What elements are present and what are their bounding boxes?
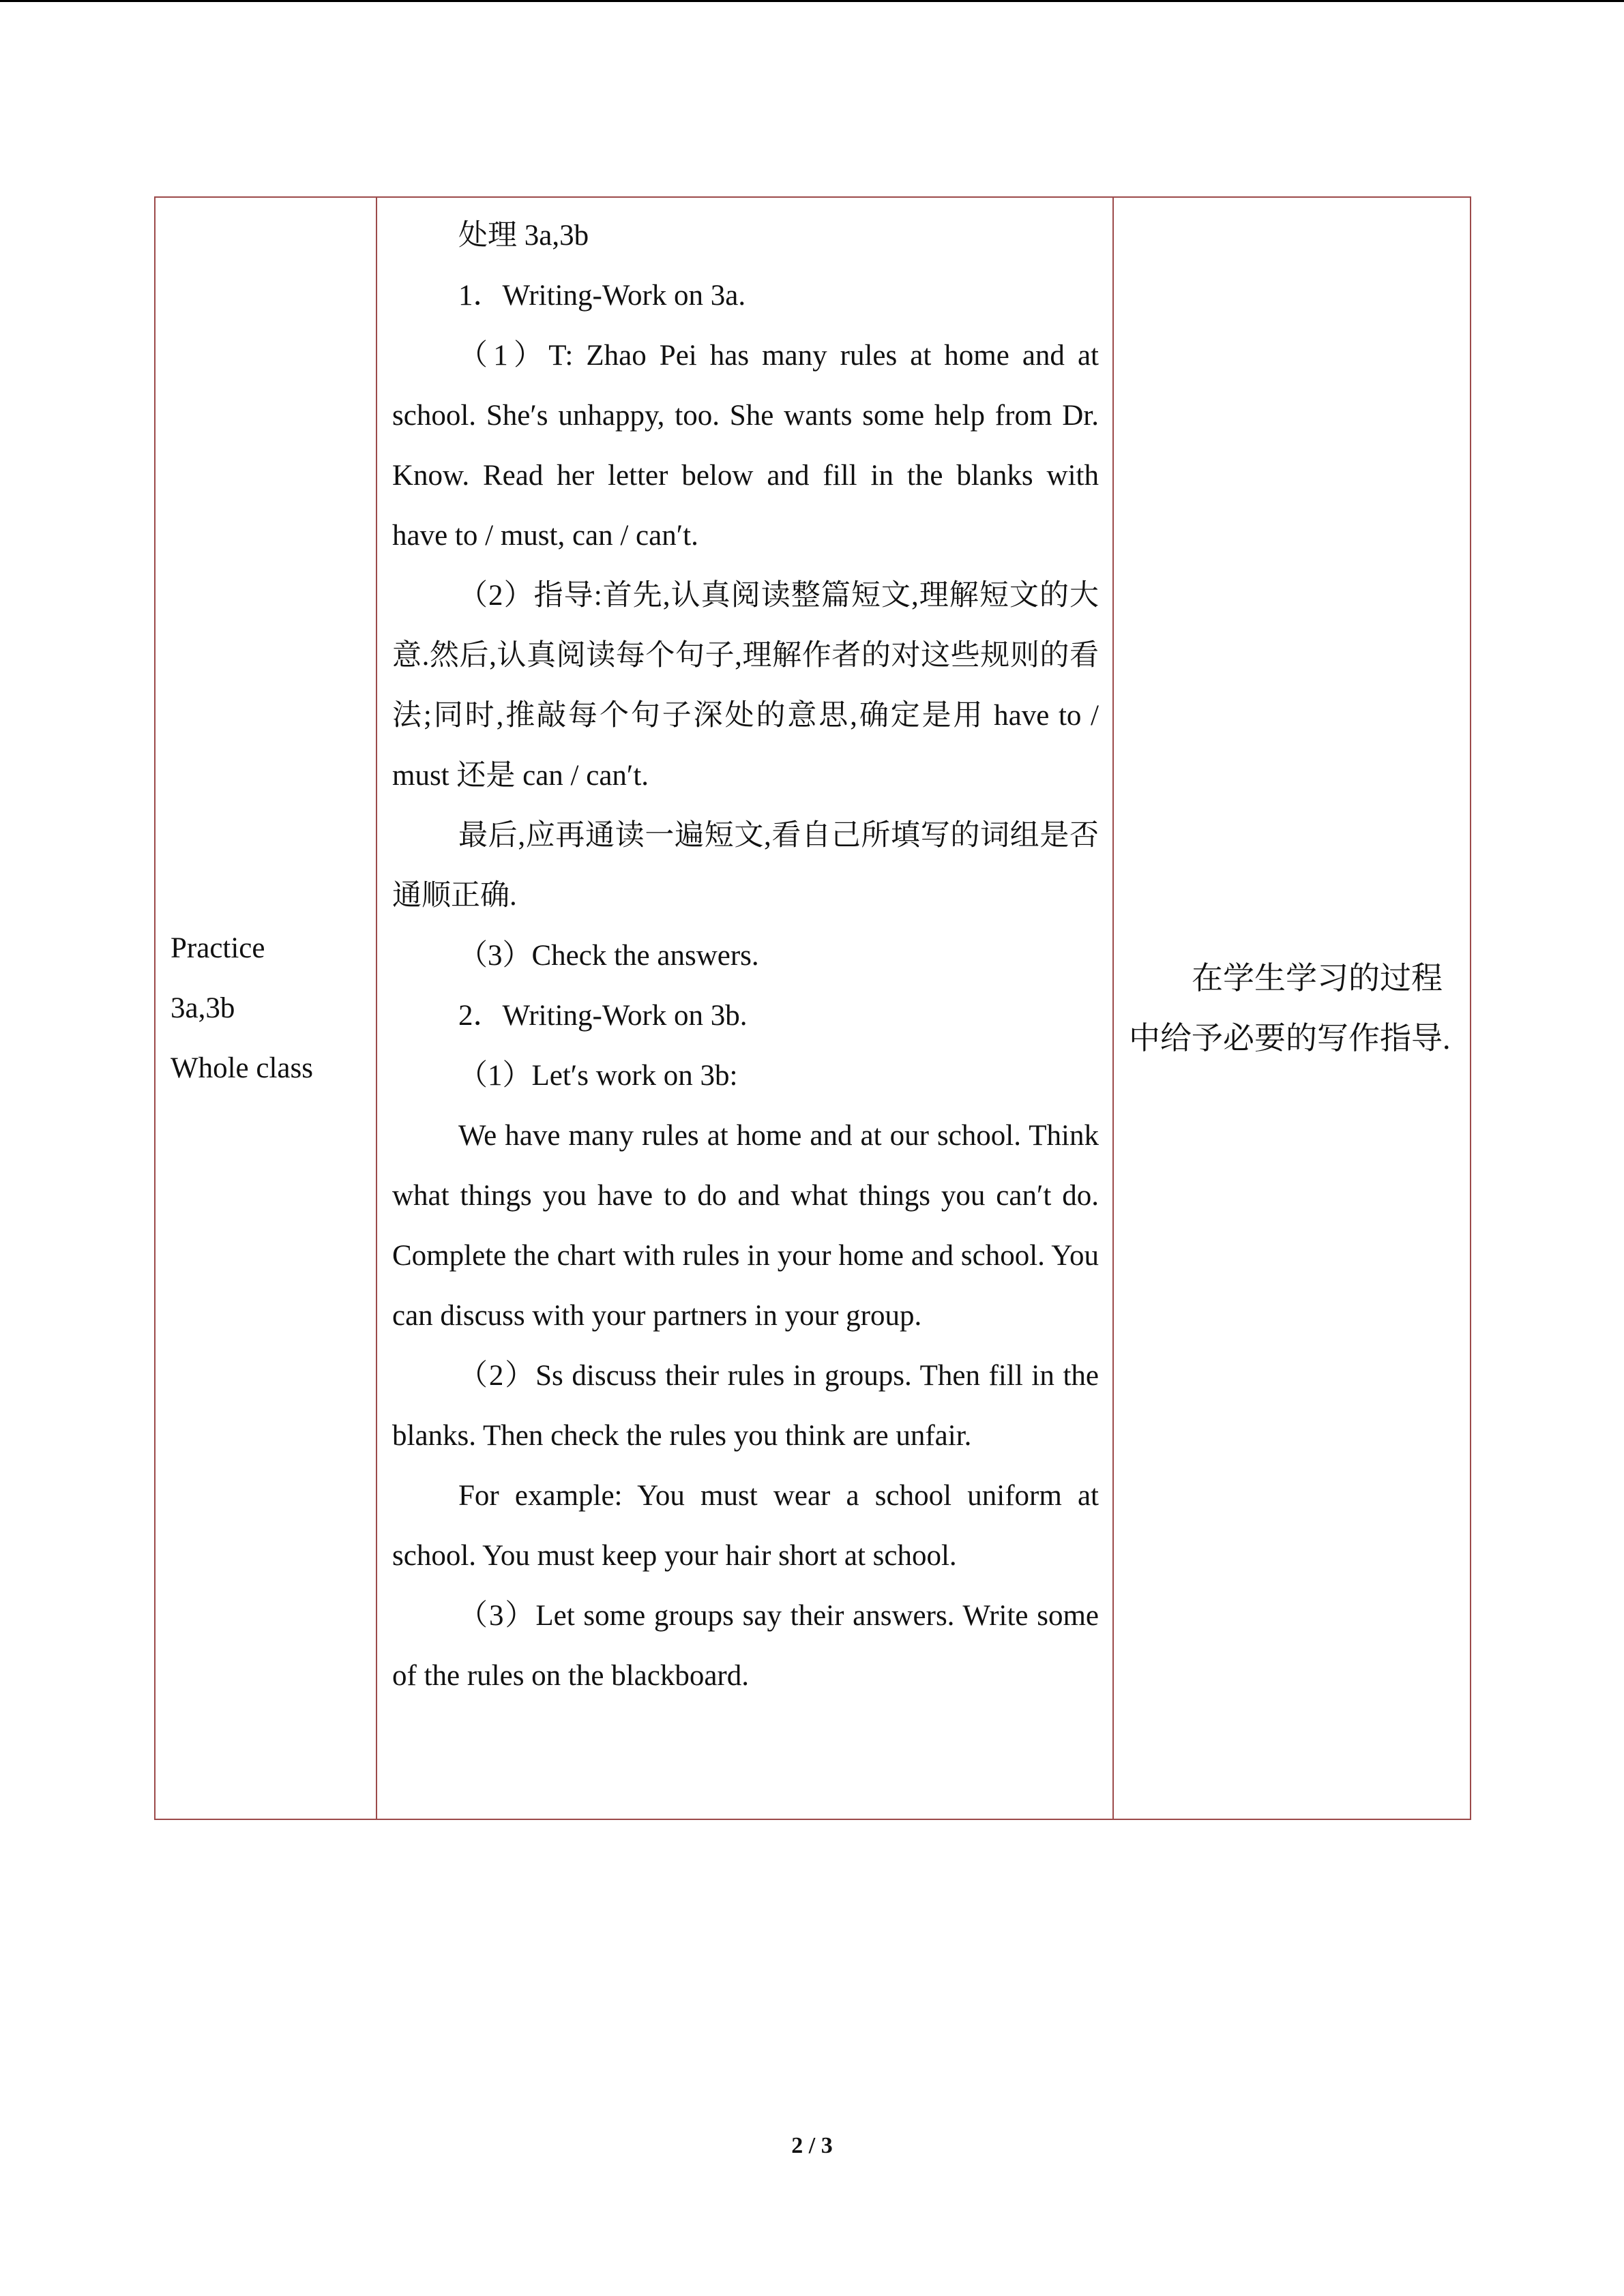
table-row <box>155 197 1471 1819</box>
page-number: 2 / 3 <box>791 2133 833 2158</box>
procedure-paragraph: 1．Writing-Work on 3a. <box>458 280 746 312</box>
procedure-paragraph: （3）Check the answers. <box>458 940 759 972</box>
procedure-paragraph: 最后,应再通读一遍短文,看自己所填写的词组是否通顺正确. <box>392 820 1099 912</box>
procedure-paragraph: （1）Let′s work on 3b: <box>458 1060 738 1092</box>
procedure-paragraph: 2．Writing-Work on 3b. <box>458 1000 748 1032</box>
page-top-border <box>0 0 1624 2</box>
design-intent-note: 在学生学习的过程中给予必要的写作指导. <box>1129 960 1451 1056</box>
procedure-paragraph: For example: You must wear a school uniform at school. You must keep your hair short at school. <box>392 1480 1099 1572</box>
stage-label: Practice <box>171 931 265 964</box>
procedure-cell <box>377 197 1113 1819</box>
procedure-paragraph: （1）T: Zhao Pei has many rules at home and at school. She′s unhappy, too. She wants some help from Dr. Know. Read her letter below and fill in the blanks with have to / must, can / can′t. <box>392 340 1099 552</box>
procedure-paragraph: （3）Let some groups say their answers. Write some of the rules on the blackboard. <box>392 1600 1099 1692</box>
procedure-paragraph: （2）指导:首先,认真阅读整篇短文,理解短文的大意.然后,认真阅读每个句子,理解作者的对这些规则的看法;同时,推敲每个句子深处的意思,确定是用 have to / must 还是 can / can′t. <box>392 580 1099 792</box>
procedure-paragraph: 处理 3a,3b <box>458 220 589 252</box>
stage-tasks: 3a,3b <box>171 992 235 1024</box>
procedure-paragraph: （2）Ss discuss their rules in groups. Then fill in the blanks. Then check the rules you think are unfair. <box>392 1360 1099 1452</box>
stage-grouping: Whole class <box>171 1052 313 1084</box>
lesson-plan-table <box>154 196 1471 1820</box>
stage-cell <box>155 197 377 1819</box>
procedure-paragraph: We have many rules at home and at our school. Think what things you have to do and what things you can′t do. Complete the chart with rules in your home and school. You can discuss with your partners in your group. <box>392 1120 1099 1332</box>
design-intent-cell <box>1113 197 1471 1819</box>
